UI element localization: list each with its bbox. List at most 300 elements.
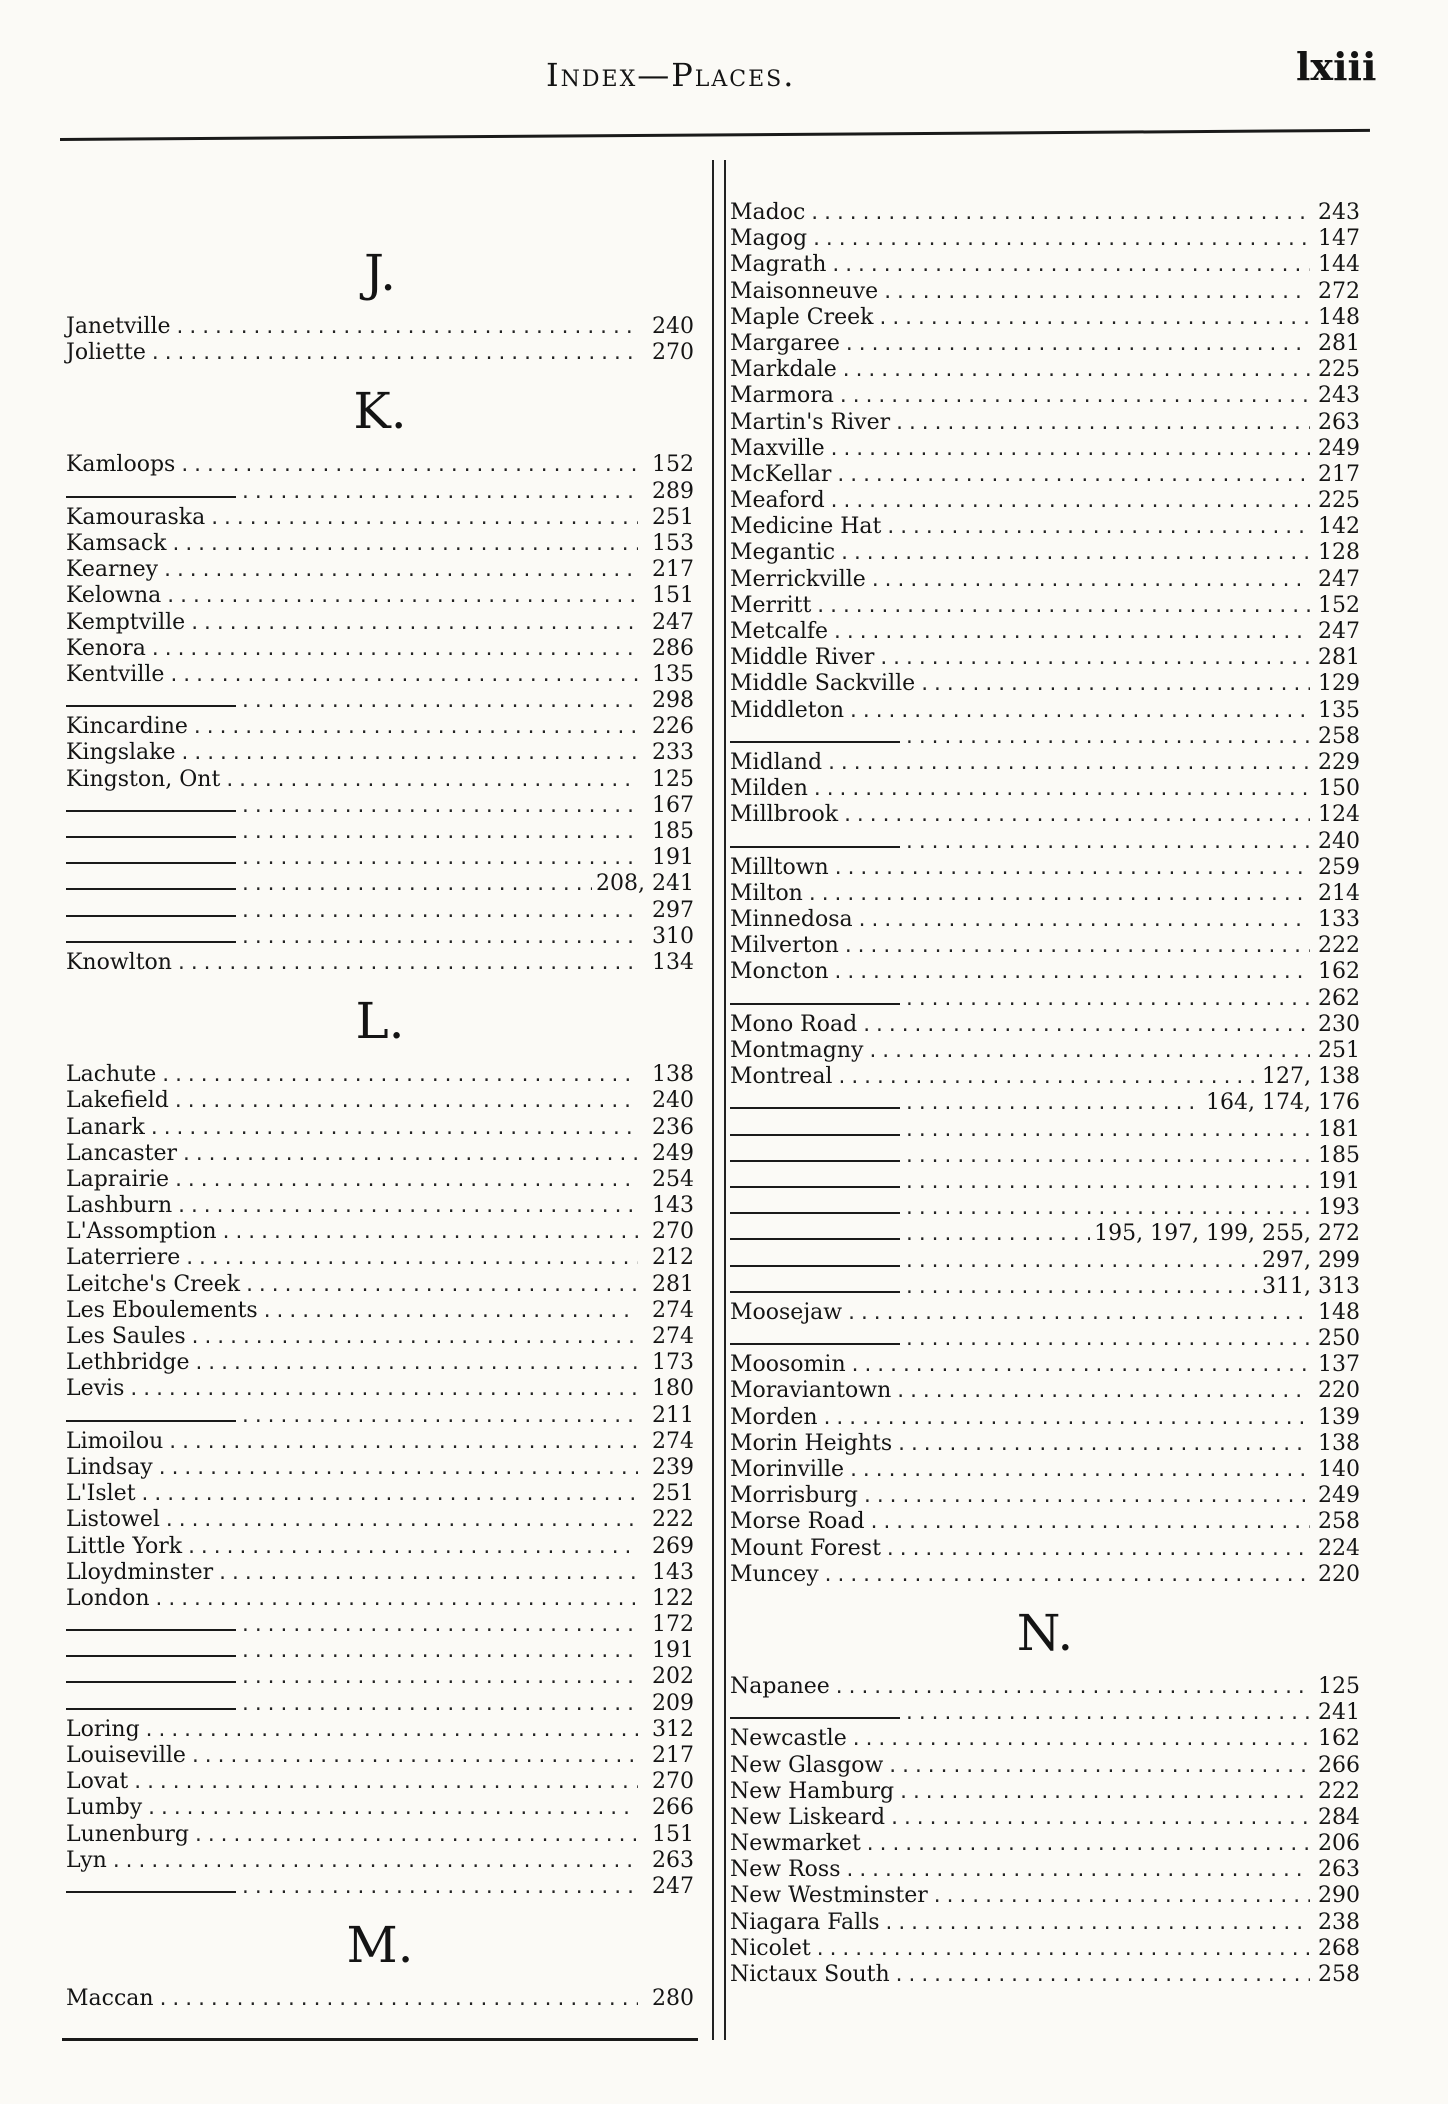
index-entry (730, 383, 1360, 409)
index-entry (730, 829, 1360, 855)
dot-leader (262, 1299, 638, 1325)
dot-leader (904, 1196, 1310, 1222)
index-entry (730, 750, 1360, 776)
page-references: 222 (1318, 1778, 1360, 1804)
index-entry (730, 1405, 1360, 1431)
place-name: Newcastle (730, 1726, 847, 1752)
dot-leader (904, 1249, 1258, 1275)
page-references: 125 (1318, 1673, 1360, 1699)
place-name: Lloydminster (66, 1559, 214, 1585)
index-entry (66, 1429, 694, 1455)
place-name: Newmarket (730, 1831, 861, 1857)
place-name: Montreal (730, 1064, 833, 1090)
index-entry (66, 1638, 694, 1664)
place-name: Maisonneuve (730, 278, 879, 304)
page-references: 220 (1318, 1561, 1360, 1587)
page-number: lxiii (1296, 44, 1377, 89)
index-entry (730, 1805, 1360, 1831)
dot-leader (809, 201, 1310, 227)
footer-rule (62, 2038, 698, 2041)
place-name: Meaford (730, 488, 825, 514)
page-references: 281 (1318, 330, 1360, 356)
place-name: Maxville (730, 435, 825, 461)
place-name: Maccan (66, 1986, 154, 2012)
ditto-dash (66, 915, 236, 917)
index-entry (730, 1221, 1360, 1247)
page-references: 148 (1318, 1299, 1360, 1325)
dot-leader (919, 672, 1310, 698)
page-references: 249 (652, 1140, 694, 1166)
place-name: Martin's River (730, 409, 891, 435)
page-references: 127, 138 (1262, 1064, 1360, 1090)
dot-leader (181, 1142, 638, 1168)
page-references: 139 (1318, 1404, 1360, 1430)
dot-leader (240, 689, 638, 715)
index-entry (66, 1822, 694, 1848)
dot-leader (240, 1875, 638, 1901)
place-name: London (66, 1585, 150, 1611)
index-entry (66, 898, 694, 924)
place-name: Louiseville (66, 1743, 186, 1768)
dot-leader (865, 1832, 1310, 1858)
dot-leader (184, 1246, 638, 1272)
page-references: 129 (1318, 671, 1360, 697)
place-name: Lethbridge (66, 1350, 190, 1376)
place-name: Marmora (730, 383, 834, 409)
page-references: 124 (1318, 802, 1360, 828)
dot-leader (240, 794, 638, 820)
page-references: 152 (1318, 592, 1360, 618)
page-references: 254 (652, 1166, 694, 1192)
ditto-dash (66, 862, 236, 864)
page-references: 233 (652, 740, 694, 766)
dot-leader (904, 1118, 1310, 1144)
page-references: 281 (652, 1271, 694, 1297)
place-name: Kenora (66, 635, 146, 661)
dot-leader (176, 1194, 638, 1220)
page-references: 191 (652, 845, 694, 871)
page-references: 263 (1318, 409, 1360, 435)
ditto-dash (730, 1160, 900, 1162)
place-name: Limoilou (66, 1428, 164, 1454)
index-entry (730, 671, 1360, 697)
page-references: 191 (652, 1638, 694, 1664)
dot-leader (839, 541, 1310, 567)
dot-leader (193, 1351, 638, 1377)
dot-leader (165, 584, 638, 610)
index-entry (66, 1062, 694, 1088)
index-entry (66, 452, 694, 478)
index-entry (730, 802, 1360, 828)
dot-leader (240, 1692, 638, 1718)
page-references: 236 (652, 1114, 694, 1140)
page-references: 258 (1318, 1962, 1360, 1987)
index-entry (730, 1431, 1360, 1457)
ditto-dash (66, 836, 236, 838)
ditto-dash (66, 888, 236, 890)
page-references: 239 (652, 1454, 694, 1480)
page-references: 269 (652, 1533, 694, 1559)
index-entry (730, 252, 1360, 278)
dot-leader (878, 306, 1311, 332)
index-entry (730, 1509, 1360, 1535)
page-references: 251 (1318, 1038, 1360, 1063)
dot-leader (173, 1089, 638, 1115)
dot-leader (209, 506, 638, 532)
index-entry (730, 645, 1360, 671)
dot-leader (240, 1404, 638, 1430)
index-entry (66, 845, 694, 871)
page-references: 270 (652, 1219, 694, 1245)
dot-leader (240, 1665, 638, 1691)
place-name: Morinville (730, 1457, 845, 1482)
page-references: 137 (1318, 1352, 1360, 1378)
place-name: Lunenburg (66, 1821, 189, 1847)
index-entry (730, 200, 1360, 226)
dot-leader (848, 1458, 1310, 1484)
page-references: 173 (652, 1350, 694, 1376)
place-name: Les Eboulements (66, 1297, 258, 1323)
index-entry (66, 1664, 694, 1690)
index-entry (66, 1376, 694, 1402)
index-entry (66, 479, 694, 505)
place-name: Morden (730, 1404, 818, 1430)
page-references: 270 (652, 340, 694, 366)
dot-leader (882, 280, 1310, 306)
index-entry (730, 1274, 1360, 1300)
page-references: 240 (1318, 828, 1360, 854)
page-references: 249 (1318, 1483, 1360, 1509)
index-entry (730, 1117, 1360, 1143)
dot-leader (173, 1168, 638, 1194)
dot-leader (904, 1327, 1310, 1353)
page-references: 135 (652, 661, 694, 687)
index-entry (66, 583, 694, 609)
place-name: Kingston, Ont (66, 766, 221, 792)
place-name: Kingslake (66, 740, 176, 766)
ditto-dash (730, 1107, 900, 1109)
index-entry (730, 1831, 1360, 1857)
dot-leader (834, 1675, 1310, 1701)
page-references: 217 (652, 1743, 694, 1768)
index-entry (66, 1612, 694, 1638)
index-entry (66, 1403, 694, 1429)
page-references: 217 (1318, 461, 1360, 487)
index-entry (730, 1962, 1360, 1988)
index-entry (66, 1481, 694, 1507)
dot-leader (870, 568, 1310, 594)
index-entry (66, 924, 694, 950)
index-entry (66, 688, 694, 714)
index-entry (66, 1455, 694, 1481)
place-name: Lanark (66, 1114, 145, 1140)
dot-leader (862, 1484, 1310, 1510)
ditto-dash (730, 1186, 900, 1188)
index-entry (66, 1324, 694, 1350)
page-references: 240 (652, 314, 694, 339)
page-references: 125 (652, 766, 694, 792)
index-entry (730, 1352, 1360, 1378)
ditto-dash (730, 741, 900, 743)
page-references: 274 (652, 1297, 694, 1323)
page-references: 225 (1318, 488, 1360, 514)
page-references: 147 (1318, 226, 1360, 252)
place-name: Knowlton (66, 949, 172, 975)
place-name: Milverton (730, 933, 839, 959)
page-references: 289 (652, 478, 694, 504)
section-letter: M. (346, 1916, 414, 1975)
place-name: McKellar (730, 461, 832, 487)
dot-leader (176, 951, 638, 977)
dot-leader (158, 1987, 638, 2013)
index-entry (66, 1874, 694, 1900)
dot-leader (883, 1911, 1310, 1937)
page-references: 185 (652, 819, 694, 844)
index-entry (66, 1167, 694, 1193)
page-references: 151 (652, 1821, 694, 1847)
dot-leader (240, 925, 638, 951)
page-references: 151 (652, 583, 694, 609)
dot-leader (830, 253, 1310, 279)
index-entry (730, 1910, 1360, 1936)
dot-leader (848, 699, 1310, 725)
page-references: 140 (1318, 1457, 1360, 1482)
dot-leader (844, 332, 1310, 358)
dot-leader (179, 453, 638, 479)
dot-leader (904, 1091, 1202, 1117)
page-references: 226 (652, 714, 694, 740)
page-references: 251 (652, 1481, 694, 1507)
dot-leader (835, 463, 1310, 489)
section-letter: K. (353, 382, 407, 441)
page-references: 167 (652, 792, 694, 818)
dot-leader (164, 1508, 638, 1534)
dot-leader (150, 341, 638, 367)
page-references: 211 (652, 1402, 694, 1428)
page-references: 230 (1318, 1011, 1360, 1037)
dot-leader (167, 1430, 638, 1456)
index-entry (730, 1674, 1360, 1700)
page-references: 243 (1318, 383, 1360, 409)
place-name: Mount Forest (730, 1535, 881, 1561)
dot-leader (240, 1639, 638, 1665)
place-name: Morse Road (730, 1509, 865, 1535)
section-letter: N. (1016, 1603, 1074, 1662)
index-entry (66, 314, 694, 340)
dot-leader (826, 751, 1310, 777)
index-entry (730, 488, 1360, 514)
place-name: Napanee (730, 1673, 830, 1699)
page-references: 247 (1318, 566, 1360, 592)
page-references: 281 (1318, 645, 1360, 671)
page-references: 263 (1318, 1857, 1360, 1883)
dot-leader (180, 741, 638, 767)
place-name: Mono Road (730, 1011, 858, 1037)
dot-leader (193, 1823, 638, 1849)
index-entry (66, 1088, 694, 1114)
dot-leader (833, 960, 1310, 986)
place-name: Margaree (730, 330, 840, 356)
place-name: Levis (66, 1376, 125, 1402)
dot-leader (850, 1353, 1310, 1379)
ditto-dash (730, 1291, 900, 1293)
page-references: 225 (1318, 357, 1360, 383)
place-name: Kelowna (66, 583, 162, 609)
index-entry (730, 1195, 1360, 1221)
page-references: 284 (1318, 1804, 1360, 1830)
place-name: New Westminster (730, 1883, 928, 1909)
dot-leader (190, 1325, 638, 1351)
dot-leader (932, 1884, 1310, 1910)
index-entry (66, 340, 694, 366)
index-entry (730, 1090, 1360, 1116)
dot-leader (186, 1535, 638, 1561)
page-references: 128 (1318, 540, 1360, 566)
index-entry (730, 279, 1360, 305)
page-references: 222 (652, 1507, 694, 1533)
page-references: 266 (652, 1795, 694, 1821)
dot-leader (157, 1456, 638, 1482)
ditto-dash (66, 705, 236, 707)
dot-leader (240, 872, 592, 898)
place-name: New Ross (730, 1857, 841, 1883)
place-name: Niagara Falls (730, 1909, 880, 1935)
place-name: New Glasgow (730, 1752, 884, 1778)
page-references: 206 (1318, 1831, 1360, 1857)
index-entry (66, 1717, 694, 1743)
page-references: 259 (1318, 854, 1360, 880)
index-entry (730, 1753, 1360, 1779)
place-name: Morin Heights (730, 1430, 893, 1456)
page-references: 172 (652, 1612, 694, 1638)
place-name: Lovat (66, 1769, 129, 1795)
dot-leader (224, 768, 638, 794)
place-name: Merrickville (730, 566, 866, 592)
index-entry (66, 505, 694, 531)
dot-leader (811, 227, 1310, 253)
dot-leader (844, 1858, 1310, 1884)
place-name: Medicine Hat (730, 514, 882, 540)
page-references: 164, 174, 176 (1206, 1090, 1360, 1116)
place-name: Milden (730, 776, 808, 802)
place-name: Midland (730, 749, 823, 775)
page-references: 162 (1318, 1726, 1360, 1752)
dot-leader (894, 1963, 1310, 1989)
page-references: 153 (652, 530, 694, 556)
ditto-dash (730, 1343, 900, 1345)
page-references: 195, 197, 199, 255, 272 (1094, 1221, 1360, 1247)
index-entry (66, 1298, 694, 1324)
dot-leader (904, 1701, 1310, 1727)
index-entry (730, 1700, 1360, 1726)
page-references: 258 (1318, 723, 1360, 749)
page-references: 297, 299 (1262, 1247, 1360, 1273)
place-name: Nictaux South (730, 1962, 890, 1987)
place-name: Lindsay (66, 1454, 153, 1480)
index-entry (730, 619, 1360, 645)
place-name: Montmagny (730, 1038, 864, 1063)
index-entry (730, 776, 1360, 802)
left-index-column (66, 228, 694, 2012)
index-entry (730, 567, 1360, 593)
dot-leader (192, 715, 638, 741)
page-references: 143 (652, 1559, 694, 1585)
dot-leader (829, 489, 1310, 515)
page-references: 250 (1318, 1326, 1360, 1352)
index-entry (730, 1169, 1360, 1195)
place-name: Morrisburg (730, 1483, 858, 1509)
place-name: Middle River (730, 645, 875, 671)
page-references: 270 (652, 1769, 694, 1795)
dot-leader (841, 358, 1310, 384)
page-references: 185 (1318, 1142, 1360, 1168)
ditto-dash (66, 1629, 236, 1631)
place-name: Milltown (730, 854, 829, 880)
ditto-dash (66, 1708, 236, 1710)
index-entry (66, 1141, 694, 1167)
page-references: 217 (652, 557, 694, 583)
place-name: Little York (66, 1533, 183, 1559)
page-references: 262 (1318, 985, 1360, 1011)
index-entry (730, 1012, 1360, 1038)
page-references: 249 (1318, 435, 1360, 461)
place-name: Kamouraska (66, 504, 206, 530)
page-references: 222 (1318, 933, 1360, 959)
place-name: Moraviantown (730, 1378, 892, 1404)
dot-leader (885, 515, 1310, 541)
place-name: Kamsack (66, 530, 167, 556)
page-references: 191 (1318, 1168, 1360, 1194)
ditto-dash (66, 1681, 236, 1683)
dot-leader (146, 1796, 638, 1822)
dot-leader (898, 1780, 1310, 1806)
dot-leader (221, 1220, 638, 1246)
page-references: 241 (1318, 1700, 1360, 1726)
dot-leader (189, 611, 638, 637)
index-entry (66, 610, 694, 636)
index-entry (66, 1219, 694, 1245)
dot-leader (815, 594, 1310, 620)
index-entry (730, 1883, 1360, 1909)
ditto-dash (730, 1212, 900, 1214)
index-entry (66, 819, 694, 845)
place-name: Joliette (66, 340, 146, 366)
page-references: 220 (1318, 1378, 1360, 1404)
place-name: Kincardine (66, 714, 188, 740)
place-name: Moncton (730, 959, 829, 985)
dot-leader (895, 1379, 1310, 1405)
place-name: Lumby (66, 1795, 143, 1821)
dot-leader (162, 558, 638, 584)
index-entry (66, 557, 694, 583)
dot-leader (867, 1039, 1310, 1065)
dot-leader (829, 437, 1310, 463)
place-name: L'Assomption (66, 1219, 217, 1245)
page-references: 135 (1318, 697, 1360, 723)
index-entry (66, 1245, 694, 1271)
page-references: 214 (1318, 880, 1360, 906)
page-references: 297 (652, 897, 694, 923)
ditto-dash (66, 496, 236, 498)
place-name: Milton (730, 880, 803, 906)
index-entry (730, 436, 1360, 462)
index-entry (66, 636, 694, 662)
index-entry (730, 881, 1360, 907)
dot-leader (857, 908, 1310, 934)
dot-leader (170, 532, 638, 558)
index-entry (66, 1272, 694, 1298)
page-references: 274 (652, 1324, 694, 1349)
